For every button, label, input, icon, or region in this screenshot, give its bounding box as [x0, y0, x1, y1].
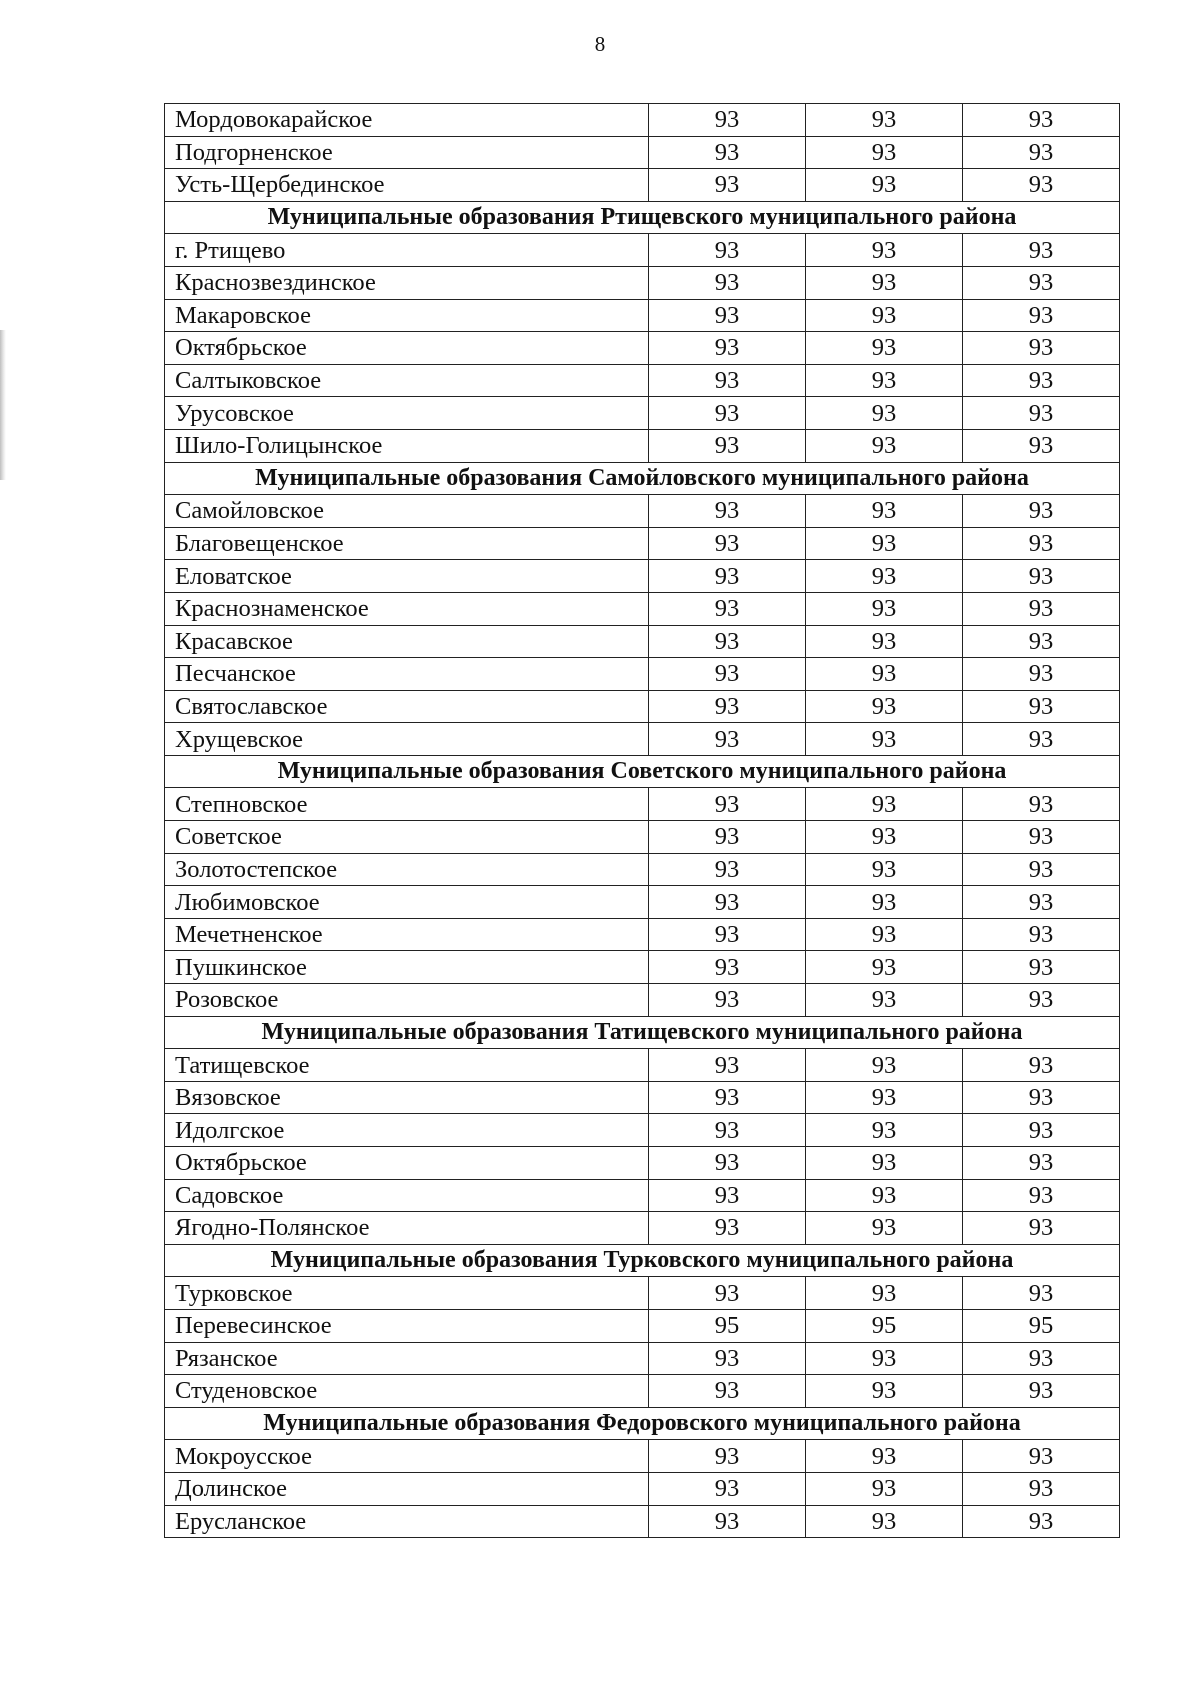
value-cell-2: 93: [806, 1440, 963, 1473]
municipality-name: Садовское: [165, 1179, 649, 1212]
municipality-name: Розовское: [165, 984, 649, 1017]
municipality-name: Студеновское: [165, 1375, 649, 1408]
value-cell-1: 93: [649, 1179, 806, 1212]
table-row: [165, 1212, 1120, 1245]
value-cell-1: 93: [649, 1081, 806, 1114]
value-cell-3: 93: [963, 886, 1120, 919]
table-row: [165, 1375, 1120, 1408]
municipality-name: Ерусланское: [165, 1505, 649, 1538]
district-group-title: Муниципальные образования Турковского муниципального района: [165, 1244, 1120, 1277]
municipality-name: Советское: [165, 821, 649, 854]
table-row: [165, 723, 1120, 756]
district-group-header-row: [165, 1407, 1120, 1440]
value-cell-2: 93: [806, 625, 963, 658]
table-row: [165, 234, 1120, 267]
municipality-name: Татищевское: [165, 1049, 649, 1082]
municipality-name: Благовещенское: [165, 527, 649, 560]
value-cell-3: 93: [963, 592, 1120, 625]
municipality-name: Урусовское: [165, 397, 649, 430]
municipality-name: Мечетненское: [165, 918, 649, 951]
value-cell-1: 93: [649, 169, 806, 202]
municipality-name: Макаровское: [165, 299, 649, 332]
municipality-name: Турковское: [165, 1277, 649, 1310]
municipality-name: Песчанское: [165, 658, 649, 691]
municipality-name: Красавское: [165, 625, 649, 658]
value-cell-2: 93: [806, 690, 963, 723]
value-cell-2: 93: [806, 495, 963, 528]
value-cell-1: 95: [649, 1309, 806, 1342]
table-row: [165, 397, 1120, 430]
municipality-name: Золотостепское: [165, 853, 649, 886]
table-row: [165, 918, 1120, 951]
table-row: [165, 1342, 1120, 1375]
value-cell-1: 93: [649, 397, 806, 430]
value-cell-1: 93: [649, 1440, 806, 1473]
value-cell-3: 93: [963, 690, 1120, 723]
value-cell-1: 93: [649, 1277, 806, 1310]
municipality-name: Святославское: [165, 690, 649, 723]
value-cell-3: 93: [963, 1375, 1120, 1408]
table-row: [165, 495, 1120, 528]
value-cell-2: 93: [806, 1375, 963, 1408]
value-cell-3: 93: [963, 560, 1120, 593]
value-cell-1: 93: [649, 560, 806, 593]
value-cell-3: 93: [963, 1179, 1120, 1212]
value-cell-2: 93: [806, 821, 963, 854]
value-cell-1: 93: [649, 918, 806, 951]
value-cell-1: 93: [649, 723, 806, 756]
district-group-header-row: [165, 1016, 1120, 1049]
value-cell-1: 93: [649, 266, 806, 299]
value-cell-1: 93: [649, 1049, 806, 1082]
municipality-name: Подгорненское: [165, 136, 649, 169]
municipality-name: Усть-Щербединское: [165, 169, 649, 202]
value-cell-2: 93: [806, 592, 963, 625]
value-cell-3: 93: [963, 332, 1120, 365]
scan-edge-shadow: [0, 330, 6, 480]
value-cell-2: 93: [806, 136, 963, 169]
table-row: [165, 821, 1120, 854]
value-cell-2: 93: [806, 169, 963, 202]
value-cell-2: 93: [806, 1179, 963, 1212]
value-cell-3: 93: [963, 1342, 1120, 1375]
value-cell-2: 93: [806, 234, 963, 267]
value-cell-2: 93: [806, 266, 963, 299]
municipal-values-table: [164, 103, 1120, 1538]
table-row: [165, 104, 1120, 137]
table-row: [165, 266, 1120, 299]
value-cell-3: 93: [963, 1212, 1120, 1245]
value-cell-1: 93: [649, 951, 806, 984]
table-row: [165, 1147, 1120, 1180]
value-cell-3: 93: [963, 658, 1120, 691]
table-row: [165, 429, 1120, 462]
table-row: [165, 560, 1120, 593]
district-group-header-row: [165, 1244, 1120, 1277]
district-group-header-row: [165, 201, 1120, 234]
municipality-name: Вязовское: [165, 1081, 649, 1114]
value-cell-3: 93: [963, 625, 1120, 658]
table-body: [165, 104, 1120, 1538]
municipality-name: Степновское: [165, 788, 649, 821]
value-cell-1: 93: [649, 690, 806, 723]
value-cell-1: 93: [649, 495, 806, 528]
municipality-name: Любимовское: [165, 886, 649, 919]
value-cell-3: 93: [963, 299, 1120, 332]
value-cell-1: 93: [649, 1472, 806, 1505]
table-row: [165, 364, 1120, 397]
value-cell-3: 93: [963, 364, 1120, 397]
value-cell-1: 93: [649, 1147, 806, 1180]
value-cell-2: 93: [806, 951, 963, 984]
value-cell-2: 93: [806, 1277, 963, 1310]
table-row: [165, 1179, 1120, 1212]
municipality-name: Долинское: [165, 1472, 649, 1505]
value-cell-1: 93: [649, 886, 806, 919]
district-group-title: Муниципальные образования Федоровского муниципального района: [165, 1407, 1120, 1440]
municipality-name: Пушкинское: [165, 951, 649, 984]
value-cell-2: 93: [806, 918, 963, 951]
value-cell-2: 93: [806, 853, 963, 886]
value-cell-2: 95: [806, 1309, 963, 1342]
table-row: [165, 658, 1120, 691]
value-cell-1: 93: [649, 821, 806, 854]
value-cell-3: 93: [963, 1114, 1120, 1147]
table-row: [165, 853, 1120, 886]
value-cell-2: 93: [806, 299, 963, 332]
value-cell-2: 93: [806, 886, 963, 919]
value-cell-2: 93: [806, 527, 963, 560]
value-cell-3: 93: [963, 104, 1120, 137]
municipality-name: Краснознаменское: [165, 592, 649, 625]
municipality-name: Мордовокарайское: [165, 104, 649, 137]
table-row: [165, 1277, 1120, 1310]
value-cell-1: 93: [649, 136, 806, 169]
municipality-name: Рязанское: [165, 1342, 649, 1375]
value-cell-2: 93: [806, 984, 963, 1017]
value-cell-3: 93: [963, 853, 1120, 886]
table-row: [165, 169, 1120, 202]
value-cell-1: 93: [649, 332, 806, 365]
table-row: [165, 136, 1120, 169]
table-row: [165, 1309, 1120, 1342]
value-cell-3: 93: [963, 821, 1120, 854]
table-row: [165, 1114, 1120, 1147]
table-row: [165, 625, 1120, 658]
municipality-name: Шило-Голицынское: [165, 429, 649, 462]
value-cell-3: 93: [963, 1147, 1120, 1180]
table-row: [165, 1440, 1120, 1473]
value-cell-2: 93: [806, 658, 963, 691]
value-cell-1: 93: [649, 429, 806, 462]
value-cell-1: 93: [649, 788, 806, 821]
district-group-title: Муниципальные образования Советского муниципального района: [165, 755, 1120, 788]
value-cell-2: 93: [806, 104, 963, 137]
value-cell-3: 93: [963, 984, 1120, 1017]
value-cell-2: 93: [806, 397, 963, 430]
value-cell-1: 93: [649, 625, 806, 658]
municipality-name: Краснозвездинское: [165, 266, 649, 299]
value-cell-2: 93: [806, 1472, 963, 1505]
value-cell-2: 93: [806, 429, 963, 462]
value-cell-1: 93: [649, 1342, 806, 1375]
municipality-name: Еловатское: [165, 560, 649, 593]
value-cell-3: 93: [963, 1472, 1120, 1505]
value-cell-3: 95: [963, 1309, 1120, 1342]
value-cell-2: 93: [806, 1342, 963, 1375]
table-row: [165, 527, 1120, 560]
value-cell-1: 93: [649, 104, 806, 137]
value-cell-2: 93: [806, 723, 963, 756]
value-cell-2: 93: [806, 1049, 963, 1082]
district-group-header-row: [165, 755, 1120, 788]
value-cell-2: 93: [806, 1081, 963, 1114]
value-cell-3: 93: [963, 234, 1120, 267]
value-cell-3: 93: [963, 723, 1120, 756]
value-cell-3: 93: [963, 266, 1120, 299]
municipality-name: Перевесинское: [165, 1309, 649, 1342]
value-cell-3: 93: [963, 1081, 1120, 1114]
district-group-title: Муниципальные образования Татищевского муниципального района: [165, 1016, 1120, 1049]
value-cell-1: 93: [649, 658, 806, 691]
table-row: [165, 690, 1120, 723]
municipality-name: Хрущевское: [165, 723, 649, 756]
table-row: [165, 332, 1120, 365]
municipality-name: Идолгское: [165, 1114, 649, 1147]
value-cell-3: 93: [963, 951, 1120, 984]
municipality-name: Октябрьское: [165, 1147, 649, 1180]
municipality-name: Салтыковское: [165, 364, 649, 397]
value-cell-1: 93: [649, 592, 806, 625]
value-cell-2: 93: [806, 560, 963, 593]
value-cell-1: 93: [649, 1114, 806, 1147]
table-row: [165, 592, 1120, 625]
value-cell-3: 93: [963, 169, 1120, 202]
table-row: [165, 886, 1120, 919]
value-cell-3: 93: [963, 1440, 1120, 1473]
value-cell-3: 93: [963, 136, 1120, 169]
table-row: [165, 984, 1120, 1017]
value-cell-1: 93: [649, 234, 806, 267]
value-cell-1: 93: [649, 527, 806, 560]
value-cell-2: 93: [806, 364, 963, 397]
table-row: [165, 299, 1120, 332]
value-cell-2: 93: [806, 1212, 963, 1245]
value-cell-1: 93: [649, 1212, 806, 1245]
table-row: [165, 1049, 1120, 1082]
value-cell-3: 93: [963, 429, 1120, 462]
value-cell-2: 93: [806, 788, 963, 821]
value-cell-1: 93: [649, 1375, 806, 1408]
value-cell-1: 93: [649, 364, 806, 397]
value-cell-2: 93: [806, 1147, 963, 1180]
district-group-title: Муниципальные образования Ртищевского муниципального района: [165, 201, 1120, 234]
district-group-title: Муниципальные образования Самойловского муниципального района: [165, 462, 1120, 495]
table-row: [165, 1505, 1120, 1538]
value-cell-3: 93: [963, 495, 1120, 528]
municipality-name: Октябрьское: [165, 332, 649, 365]
table-row: [165, 1472, 1120, 1505]
value-cell-3: 93: [963, 397, 1120, 430]
value-cell-2: 93: [806, 1505, 963, 1538]
value-cell-3: 93: [963, 1277, 1120, 1310]
table-row: [165, 788, 1120, 821]
district-group-header-row: [165, 462, 1120, 495]
municipality-name: Самойловское: [165, 495, 649, 528]
value-cell-2: 93: [806, 332, 963, 365]
municipality-name: Ягодно-Полянское: [165, 1212, 649, 1245]
value-cell-1: 93: [649, 984, 806, 1017]
value-cell-1: 93: [649, 853, 806, 886]
value-cell-2: 93: [806, 1114, 963, 1147]
municipality-name: г. Ртищево: [165, 234, 649, 267]
municipality-name: Мокроусское: [165, 1440, 649, 1473]
value-cell-1: 93: [649, 299, 806, 332]
page-number: 8: [594, 32, 606, 56]
value-cell-3: 93: [963, 918, 1120, 951]
value-cell-3: 93: [963, 527, 1120, 560]
value-cell-3: 93: [963, 788, 1120, 821]
value-cell-3: 93: [963, 1049, 1120, 1082]
table-row: [165, 951, 1120, 984]
table-row: [165, 1081, 1120, 1114]
value-cell-1: 93: [649, 1505, 806, 1538]
value-cell-3: 93: [963, 1505, 1120, 1538]
